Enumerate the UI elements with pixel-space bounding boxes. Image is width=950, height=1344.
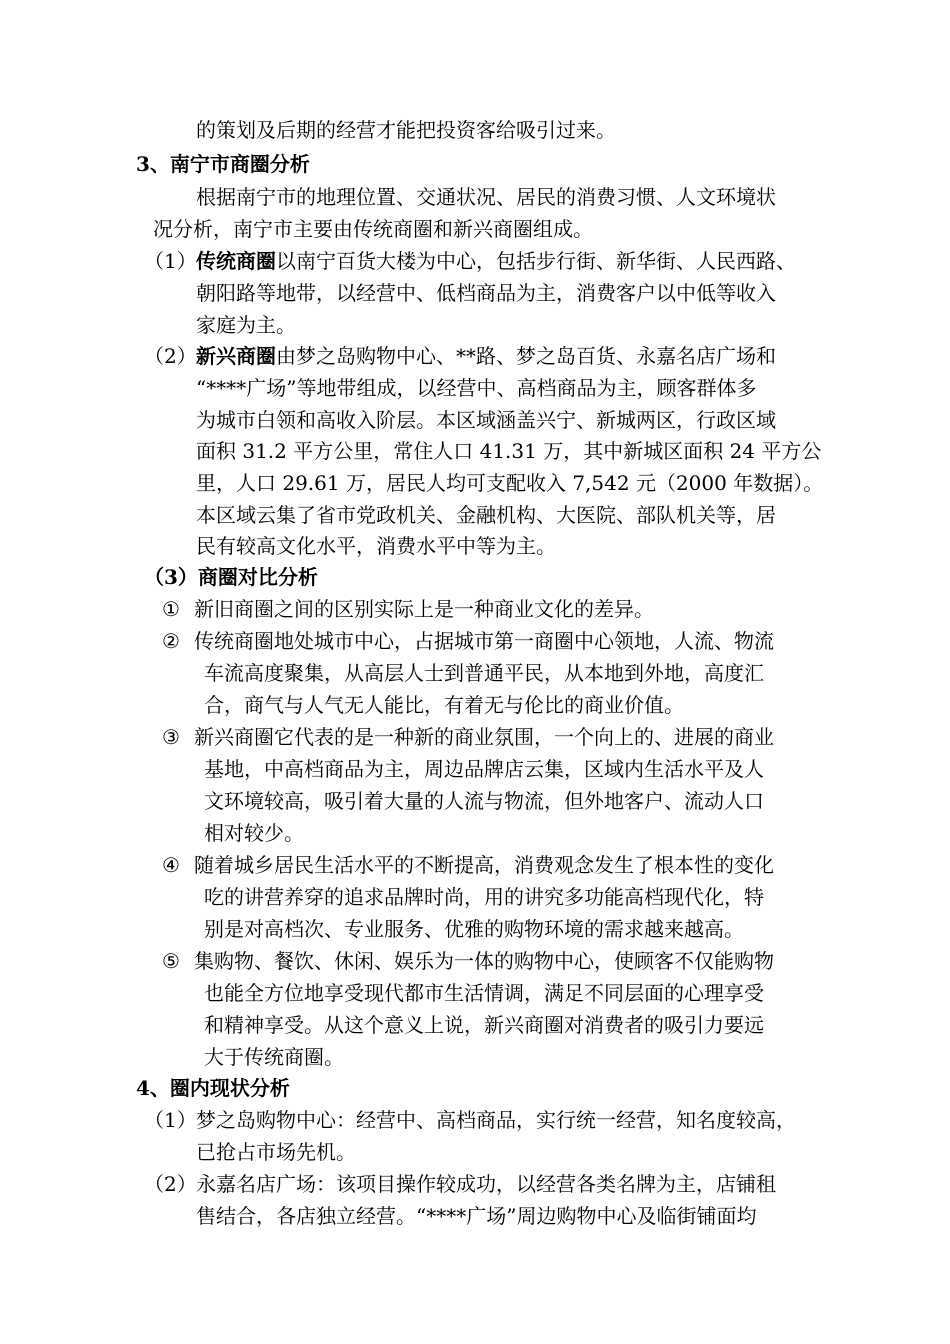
item2-line2: “****广场”等地带组成，以经营中、高档商品为主，顾客群体多 <box>196 376 757 400</box>
section3-heading: 3、南宁市商圈分析 <box>136 152 310 176</box>
item2-line6: 本区域云集了省市党政机关、金融机构、大医院、部队机关等，居 <box>196 503 776 527</box>
point-2-line2: 车流高度聚集，从高层人士到普通平民，从本地到外地，高度汇 <box>204 661 764 685</box>
point-1-num: ① <box>162 597 180 621</box>
point-3-num: ③ <box>162 725 180 749</box>
item2-term: 新兴商圈 <box>196 344 276 368</box>
item2-marker: （2） <box>144 344 197 368</box>
item1-line1-rest: 以南宁百货大楼为中心，包括步行街、新华街、人民西路、 <box>276 249 796 273</box>
point-5-line1: 集购物、餐饮、休闲、娱乐为一体的购物中心，使顾客不仅能购物 <box>194 949 774 973</box>
item3-heading: （3）商圈对比分析 <box>144 565 318 589</box>
s4-item1-line1: 梦之岛购物中心：经营中、高档商品，实行统一经营，知名度较高， <box>196 1108 796 1132</box>
point-5-line3: 和精神享受。从这个意义上说，新兴商圈对消费者的吸引力要远 <box>204 1013 764 1037</box>
item1-line1 <box>196 245 796 277</box>
point-5-line4: 大于传统商圈。 <box>204 1045 344 1069</box>
point-2-line3: 合，商气与人气无人能比，有着无与伦比的商业价值。 <box>204 693 684 717</box>
point-3-line3: 文环境较高，吸引着大量的人流与物流，但外地客户、流动人口 <box>204 789 764 813</box>
point-2-num: ② <box>162 629 180 653</box>
point-4-line2: 吃的讲营养穿的追求品牌时尚，用的讲究多功能高档现代化，特 <box>204 885 764 909</box>
section3-intro-line1: 根据南宁市的地理位置、交通状况、居民的消费习惯、人文环境状 <box>196 185 776 209</box>
item2-line1-rest: 由梦之岛购物中心、**路、梦之岛百货、永嘉名店广场和 <box>276 344 776 368</box>
item1-line2: 朝阳路等地带，以经营中、低档商品为主，消费客户以中低等收入 <box>196 281 776 305</box>
point-3-line1: 新兴商圈它代表的是一种新的商业氛围，一个向上的、进展的商业 <box>194 725 774 749</box>
item1-marker: （1） <box>144 249 197 273</box>
item2-line1 <box>196 340 776 372</box>
point-2-line1: 传统商圈地处城市中心，占据城市第一商圈中心领地，人流、物流 <box>194 629 774 653</box>
item2-line5: 里，人口 29.61 万，居民人均可支配收入 7,542 元（2000 年数据）。 <box>196 471 824 495</box>
point-1-line1: 新旧商圈之间的区别实际上是一种商业文化的差异。 <box>194 597 654 621</box>
s4-item2-line1: 永嘉名店广场：该项目操作较成功，以经营各类名牌为主，店铺租 <box>196 1172 776 1196</box>
s4-item1-line2: 已抢占市场先机。 <box>196 1140 356 1164</box>
item2-line7: 民有较高文化水平，消费水平中等为主。 <box>196 534 556 558</box>
point-4-line1: 随着城乡居民生活水平的不断提高，消费观念发生了根本性的变化 <box>194 853 774 877</box>
item2-line3: 为城市白领和高收入阶层。本区域涵盖兴宁、新城两区，行政区域 <box>196 408 776 432</box>
point-5-num: ⑤ <box>162 949 180 973</box>
point-3-line2: 基地，中高档商品为主，周边品牌店云集，区域内生活水平及人 <box>204 757 764 781</box>
s4-item2-line2: 售结合，各店独立经营。“****广场”周边购物中心及临街铺面均 <box>196 1204 757 1228</box>
intro-tail-text: 的策划及后期的经营才能把投资客给吸引过来。 <box>196 118 616 142</box>
point-5-line2: 也能全方位地享受现代都市生活情调，满足不同层面的心理享受 <box>204 981 764 1005</box>
item1-term: 传统商圈 <box>196 249 276 273</box>
s4-item1-marker: （1） <box>144 1108 197 1132</box>
section3-intro-line2: 况分析，南宁市主要由传统商圈和新兴商圈组成。 <box>153 217 593 241</box>
point-3-line4: 相对较少。 <box>204 821 304 845</box>
s4-item2-marker: （2） <box>144 1172 197 1196</box>
section4-heading: 4、圈内现状分析 <box>136 1076 290 1100</box>
item2-line4: 面积 31.2 平方公里，常住人口 41.31 万，其中新城区面积 24 平方公 <box>196 439 822 463</box>
point-4-line3: 别是对高档次、专业服务、优雅的购物环境的需求越来越高。 <box>204 917 744 941</box>
point-4-num: ④ <box>162 853 180 877</box>
item1-line3: 家庭为主。 <box>196 313 296 337</box>
